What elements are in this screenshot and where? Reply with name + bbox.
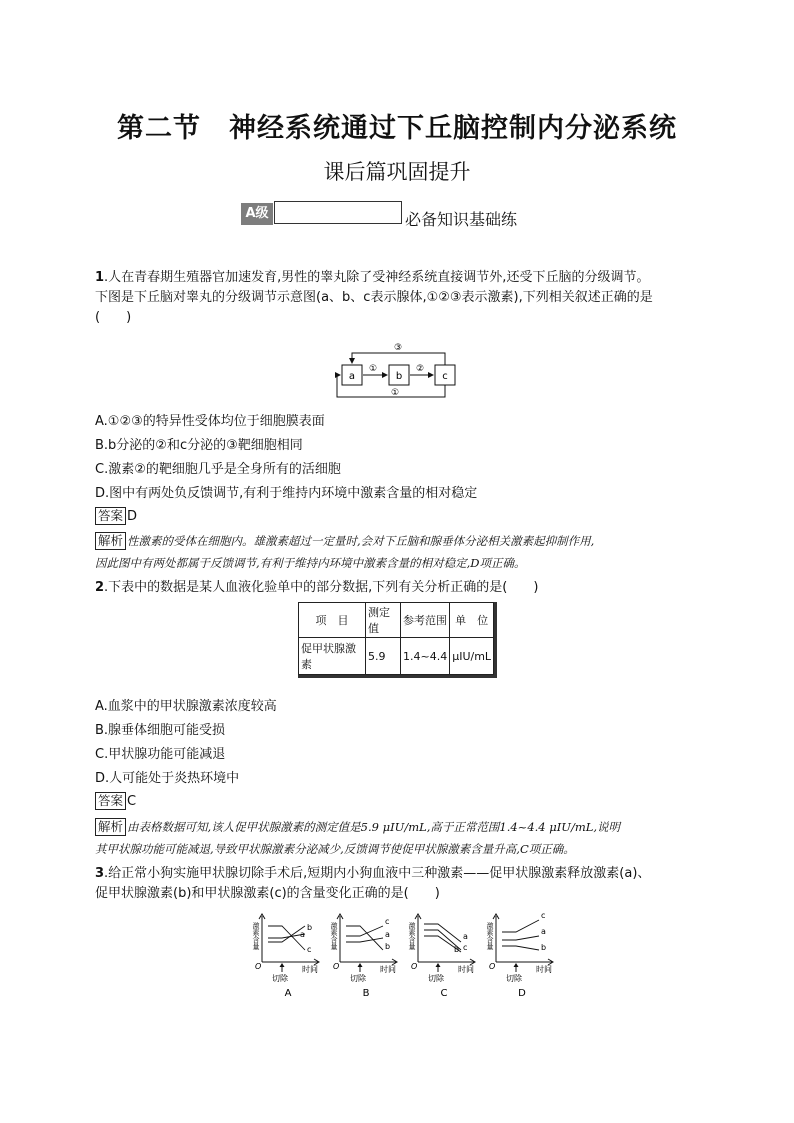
question-2-answer — [95, 792, 136, 812]
x-axis-label: 时间 — [380, 965, 396, 974]
x-axis-label: 时间 — [458, 965, 474, 974]
graph-option-label[interactable]: C — [440, 988, 448, 999]
curve-label: b — [541, 943, 547, 952]
answer-value: C — [127, 794, 137, 809]
hormone-regulation-diagram — [335, 340, 465, 402]
node-b-label: b — [395, 371, 403, 382]
hormone-graphs — [250, 912, 560, 1002]
curve-label: c — [541, 912, 546, 920]
curve-label: c — [463, 943, 468, 952]
curve-a — [346, 938, 383, 942]
graph-d — [486, 912, 553, 999]
graph-option-label[interactable]: B — [362, 988, 370, 999]
graph-option-label[interactable]: A — [284, 988, 292, 999]
question-1 — [95, 268, 715, 328]
table-row: 促甲状腺激素 5.9 1.4~4.4 μIU/mL — [299, 638, 494, 675]
curve-label: a — [463, 932, 468, 941]
curve-b — [346, 926, 383, 950]
curve-a — [502, 936, 539, 940]
feedback-bottom-label: ① — [390, 388, 400, 398]
curve-c — [502, 920, 539, 932]
question-1-stem-line3: ( ) — [95, 310, 132, 325]
option-d[interactable]: D.图中有两处负反馈调节,有利于维持内环境中激素含量的相对稳定 — [95, 486, 478, 501]
cut-arrow-head — [436, 963, 441, 967]
question-3-stem: 3.给正常小狗实施甲状腺切除手术后,短期内小狗血液中三种激素——促甲状腺激素释放激素(a)、 促甲状腺激素(b)和甲状腺激素(c)的含量变化正确的是( ) — [95, 866, 651, 901]
question-2-stem: 2.下表中的数据是某人血液化验单中的部分数据,下列有关分析正确的是( ) — [95, 580, 539, 595]
answer-tag: 答案 — [95, 507, 126, 525]
lab-result-table — [298, 602, 497, 678]
cut-arrow-head — [514, 963, 519, 967]
graphs-container — [250, 912, 560, 1002]
curve-label: b — [307, 923, 313, 932]
graph-c — [408, 914, 475, 999]
option-d[interactable]: D.人可能处于炎热环境中 — [95, 771, 240, 786]
option-c[interactable]: C.激素②的靶细胞几乎是全身所有的活细胞 — [95, 462, 341, 477]
y-axis-label: 激素含量 — [252, 922, 260, 950]
page-title: 第二节 神经系统通过下丘脑控制内分泌系统 — [117, 113, 677, 144]
node-c-label: c — [442, 371, 448, 382]
graph-a — [252, 914, 319, 999]
cut-arrow-head — [358, 963, 363, 967]
curve-label: b — [385, 942, 391, 951]
level-blank-box — [274, 201, 402, 224]
level-heading: 必备知识基础练 — [405, 210, 518, 229]
question-2-explanation: 解析 由表格数据可知,该人促甲状腺激素的测定值是5.9 μIU/mL,高于正常范围1.4~4.4 μIU/mL,说明 其甲状腺功能可能减退,导致甲状腺激素分泌减少,反馈调节使促甲状腺激素含量升高,C项正确。 — [95, 819, 621, 856]
question-1-stem-line2: 下图是下丘脑对睾丸的分级调节示意图(a、b、c表示腺体,①②③表示激素),下列相关叙述正确的是 — [95, 290, 653, 305]
cut-label: 切除 — [428, 974, 444, 983]
x-axis-label: 时间 — [302, 965, 318, 974]
cut-label: 切除 — [350, 974, 366, 983]
curve-label: b — [454, 945, 460, 954]
graph-b — [330, 914, 397, 999]
y-axis-label: 激素含量 — [330, 922, 338, 950]
curve-label: a — [541, 927, 546, 936]
answer-value: D — [127, 509, 138, 524]
origin-label: O — [333, 962, 340, 971]
question-2-options — [95, 697, 715, 789]
question-1-options — [95, 412, 715, 504]
level-badge: A级 — [241, 203, 273, 225]
arrow-bc-label: ② — [415, 364, 425, 374]
origin-label: O — [255, 962, 262, 971]
cut-label: 切除 — [506, 974, 522, 983]
option-c[interactable]: C.甲状腺功能可能减退 — [95, 747, 226, 762]
table-header-row: 项 目 测定值 参考范围 单 位 — [299, 603, 494, 638]
y-axis-label: 激素含量 — [486, 922, 494, 950]
feedback-top-label: ③ — [393, 343, 403, 353]
y-axis-label: 激素含量 — [408, 922, 416, 950]
cut-arrow-head — [280, 963, 285, 967]
explanation-tag: 解析 — [95, 818, 126, 836]
origin-label: O — [411, 962, 418, 971]
arrow-ab-label: ① — [368, 364, 378, 374]
option-b[interactable]: B.腺垂体细胞可能受损 — [95, 723, 226, 738]
question-1-answer — [95, 507, 137, 527]
option-b[interactable]: B.b分泌的②和c分泌的③靶细胞相同 — [95, 438, 303, 453]
cut-label: 切除 — [272, 974, 288, 983]
curve-b — [502, 946, 539, 950]
page-subtitle: 课后篇巩固提升 — [323, 160, 471, 184]
question-1-stem: 1.人在青春期生殖器官加速发育,男性的睾丸除了受神经系统直接调节外,还受下丘脑的分级调节。 — [95, 270, 650, 285]
x-axis-label: 时间 — [536, 965, 552, 974]
node-a-label: a — [348, 371, 356, 382]
question-number: 3 — [95, 866, 105, 881]
curve-label: a — [300, 930, 305, 939]
curve-label: c — [385, 917, 390, 926]
curve-label: a — [385, 930, 390, 939]
answer-tag: 答案 — [95, 792, 126, 810]
feedback-arrow-top — [352, 353, 445, 365]
origin-label: O — [489, 962, 496, 971]
question-number: 1 — [95, 270, 105, 285]
question-number: 2 — [95, 580, 105, 595]
option-a[interactable]: A.血浆中的甲状腺激素浓度较高 — [95, 699, 277, 714]
curve-label: c — [307, 945, 312, 954]
graph-option-label[interactable]: D — [518, 988, 526, 999]
explanation-tag: 解析 — [95, 532, 126, 550]
option-a[interactable]: A.①②③的特异性受体均位于细胞膜表面 — [95, 414, 325, 429]
question-1-explanation: 解析 性激素的受体在细胞内。雄激素超过一定量时,会对下丘脑和腺垂体分泌相关激素起抑制作用, 因此图中有两处都属于反馈调节,有利于维持内环境中激素含量的相对稳定,D项正确。 — [95, 533, 595, 570]
